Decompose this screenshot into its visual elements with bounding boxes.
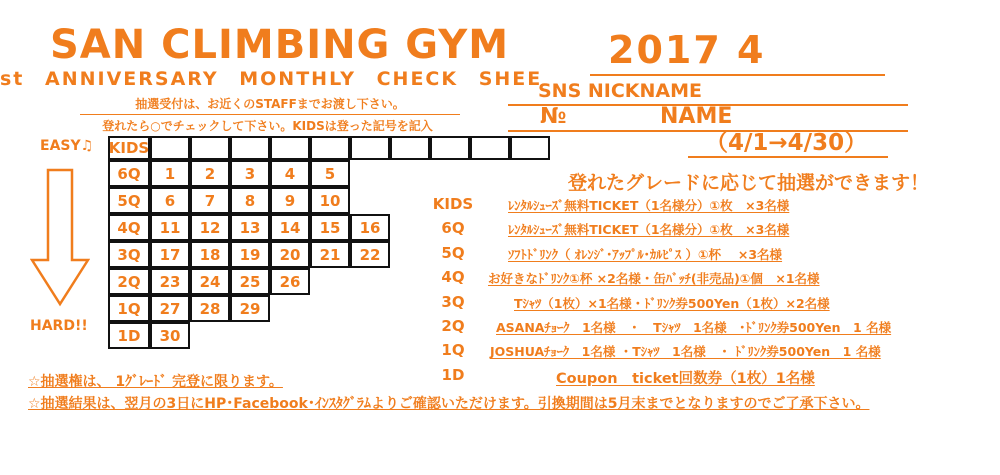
prize-grade-label: 1D	[441, 365, 465, 384]
prize-description: ﾚﾝﾀﾙｼｭｰｽﾞ無料TICKET（1名様分）①枚 ×3名様	[508, 198, 790, 213]
grade-label: 3Q	[108, 241, 150, 268]
route-cell[interactable]: 20	[270, 241, 310, 268]
grade-label: KIDS	[108, 136, 150, 160]
route-cell[interactable]: 16	[350, 214, 390, 241]
route-cell[interactable]: 13	[230, 214, 270, 241]
prize-grade-label: 4Q	[441, 268, 465, 287]
prize-grade-label: 6Q	[441, 219, 465, 238]
prize-description: Coupon ticket回数券（1枚）1名様	[556, 370, 815, 387]
route-cell[interactable]: 4	[270, 160, 310, 187]
prize-description: ASANAﾁｮｰｸ 1名様 ・ Tｼｬﾂ 1名様 ･ﾄﾞﾘﾝｸ券500Yen 1 名様	[496, 320, 892, 335]
prize-grade-label: 1Q	[441, 341, 465, 360]
grade-label: 5Q	[108, 187, 150, 214]
route-cell[interactable]: 25	[230, 268, 270, 295]
name-label: NAME	[660, 104, 733, 129]
route-cell[interactable]: 17	[150, 241, 190, 268]
prize-description: Tｼｬﾂ（1枚）×1名様・ﾄﾞﾘﾝｸ券500Yen（1枚）×2名様	[514, 295, 830, 311]
route-cell[interactable]	[510, 136, 550, 160]
grade-label: 1Q	[108, 295, 150, 322]
route-cell[interactable]: 27	[150, 295, 190, 322]
date-range: （4/1→4/30）	[705, 130, 868, 156]
route-cell[interactable]	[310, 136, 350, 160]
sns-nickname-label: SNS NICKNAME	[538, 80, 703, 102]
prize-description: ｿﾌﾄﾄﾞﾘﾝｸ（ ｵﾚﾝｼﾞ･ｱｯﾌﾟﾙ･ｶﾙﾋﾟｽ ）①杯 ×3名様	[508, 246, 783, 262]
route-cell[interactable]: 26	[270, 268, 310, 295]
period-underline	[590, 74, 885, 76]
route-cell[interactable]: 2	[190, 160, 230, 187]
check-instruction: 登れたら○でチェックして下さい。KIDSは登った記号を記入	[102, 119, 433, 133]
period-label: 2017 4	[608, 28, 766, 72]
down-arrow-icon	[30, 168, 90, 308]
hard-label: HARD!!	[30, 318, 88, 334]
lottery-headline: 登れたグレードに応じて抽選ができます！	[568, 172, 930, 194]
easy-label: EASY♫	[40, 138, 94, 154]
route-cell[interactable]: 18	[190, 241, 230, 268]
prize-grade-label: KIDS	[432, 195, 474, 213]
prize-description: お好きなﾄﾞﾘﾝｸ①杯 ×2名様・缶ﾊﾞｯﾁ(非売品)①個 ×1名様	[488, 271, 820, 287]
route-cell[interactable]	[270, 136, 310, 160]
route-cell[interactable]: 22	[350, 241, 390, 268]
route-cell[interactable]: 10	[310, 187, 350, 214]
prize-description: JOSHUAﾁｮｰｸ 1名様 ・Tｼｬﾂ 1名様 ・ ﾄﾞﾘﾝｸ券500Yen 1 名様	[490, 344, 881, 360]
grade-label: 2Q	[108, 268, 150, 295]
route-cell[interactable]: 14	[270, 214, 310, 241]
prize-grade-label: 2Q	[441, 317, 465, 335]
route-cell[interactable]: 15	[310, 214, 350, 241]
route-cell[interactable]: 1	[150, 160, 190, 187]
footer-note-eligibility: ☆抽選権は、 1ｸﾞﾚｰﾄﾞ 完登に限ります。	[28, 374, 283, 390]
route-cell[interactable]: 5	[310, 160, 350, 187]
gym-title: SAN CLIMBING GYM	[50, 22, 510, 68]
route-cell[interactable]: 24	[190, 268, 230, 295]
footer-note-results: ☆抽選結果は、翌月の3日にHP･Facebook･ｲﾝｽﾀｸﾞﾗﾑよりご確認いただけます。引換期間は5月末までとなりますのでご了承下さい。	[28, 396, 870, 412]
route-cell[interactable]: 23	[150, 268, 190, 295]
route-cell[interactable]	[390, 136, 430, 160]
route-cell[interactable]	[470, 136, 510, 160]
date-range-underline	[688, 156, 888, 158]
route-cell[interactable]: 7	[190, 187, 230, 214]
prize-grade-label: 5Q	[441, 243, 465, 262]
sheet-subtitle: st ANNIVERSARY MONTHLY CHECK SHEE	[0, 68, 543, 90]
number-label: №	[540, 104, 567, 129]
route-cell[interactable]	[430, 136, 470, 160]
route-cell[interactable]	[190, 136, 230, 160]
route-cell[interactable]: 30	[150, 322, 190, 349]
prize-grade-label: 3Q	[441, 292, 465, 311]
grade-label: 1D	[108, 322, 150, 349]
submission-note: 抽選受付は、お近くのSTAFFまでお渡し下さい。	[80, 95, 460, 115]
route-cell[interactable]	[150, 136, 190, 160]
route-cell[interactable]: 21	[310, 241, 350, 268]
grade-label: 6Q	[108, 160, 150, 187]
route-cell[interactable]: 12	[190, 214, 230, 241]
route-cell[interactable]: 8	[230, 187, 270, 214]
route-cell[interactable]: 11	[150, 214, 190, 241]
route-cell[interactable]: 19	[230, 241, 270, 268]
route-cell[interactable]: 28	[190, 295, 230, 322]
grade-label: 4Q	[108, 214, 150, 241]
route-cell[interactable]: 29	[230, 295, 270, 322]
route-cell[interactable]: 6	[150, 187, 190, 214]
route-cell[interactable]	[350, 136, 390, 160]
route-cell[interactable]	[230, 136, 270, 160]
prize-description: ﾚﾝﾀﾙｼｭｰｽﾞ無料TICKET（1名様分）①枚 ×3名様	[508, 222, 790, 238]
route-cell[interactable]: 3	[230, 160, 270, 187]
route-cell[interactable]: 9	[270, 187, 310, 214]
